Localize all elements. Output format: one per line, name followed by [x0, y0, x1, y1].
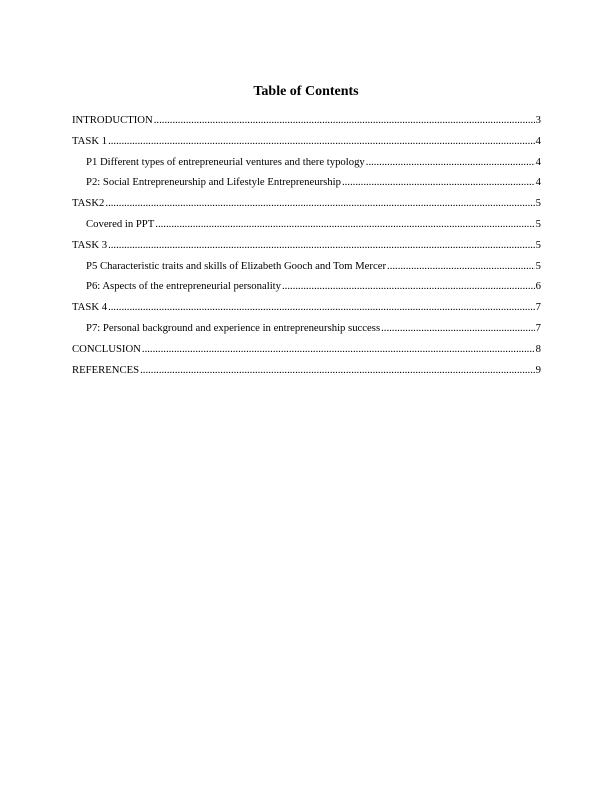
- toc-entry-label: P7: Personal background and experience in entrepreneurship success: [86, 321, 381, 334]
- toc-entry-p7[interactable]: [72, 321, 541, 342]
- toc-dot-leader: [381, 321, 535, 335]
- toc-entry-label: P5 Characteristic traits and skills of Elizabeth Gooch and Tom Mercer: [86, 259, 387, 272]
- toc-dot-leader: [282, 279, 535, 293]
- toc-entry-page: 3: [535, 114, 541, 126]
- toc-entry-page: 5: [535, 238, 541, 251]
- toc-entry-label: P1 Different types of entrepreneurial ventures and there typology: [86, 155, 365, 168]
- toc-entry-page: 5: [535, 197, 541, 210]
- toc-entry-page: 4: [535, 134, 541, 147]
- toc-entry-page: 5: [535, 259, 541, 272]
- toc-entry-page: 4: [535, 155, 541, 168]
- toc-list: [72, 113, 541, 383]
- toc-entry-label: REFERENCES: [72, 363, 140, 376]
- toc-dot-leader: [155, 217, 534, 231]
- toc-entry-task-4[interactable]: [72, 300, 541, 321]
- toc-entry-p5[interactable]: [72, 259, 541, 280]
- toc-entry-references[interactable]: [72, 363, 541, 384]
- toc-entry-label: TASK2: [72, 197, 105, 210]
- toc-entry-label: P6: Aspects of the entrepreneurial personality: [86, 280, 281, 293]
- toc-entry-page: 7: [535, 321, 541, 334]
- toc-entry-page: 4: [535, 176, 541, 189]
- toc-dot-leader: [142, 342, 535, 356]
- toc-entry-page: 9: [535, 363, 541, 376]
- toc-dot-leader: [366, 155, 535, 169]
- toc-entry-covered-in-ppt[interactable]: [72, 217, 541, 238]
- toc-entry-p6[interactable]: [72, 279, 541, 300]
- toc-entry-p1[interactable]: [72, 155, 541, 176]
- toc-entry-conclusion[interactable]: [72, 342, 541, 363]
- toc-entry-label: CONCLUSION: [72, 342, 141, 355]
- toc-entry-task-1[interactable]: [72, 134, 541, 155]
- toc-dot-leader: [387, 259, 535, 273]
- toc-entry-label: TASK 1: [72, 134, 108, 147]
- toc-entry-label: TASK 4: [72, 301, 108, 314]
- toc-entry-introduction[interactable]: [72, 113, 541, 134]
- toc-dot-leader: [108, 238, 535, 252]
- toc-entry-task-2[interactable]: [72, 196, 541, 217]
- toc-entry-label: INTRODUCTION: [72, 114, 153, 126]
- toc-entry-page: 5: [535, 217, 541, 230]
- toc-dot-leader: [108, 134, 535, 148]
- toc-dot-leader: [342, 175, 535, 189]
- toc-entry-task-3[interactable]: [72, 238, 541, 259]
- toc-title: Table of Contents: [253, 84, 359, 99]
- toc-dot-leader: [140, 363, 535, 377]
- toc-dot-leader: [105, 196, 534, 210]
- toc-entry-label: P2: Social Entrepreneurship and Lifestyle Entrepreneurship: [86, 176, 341, 189]
- toc-dot-leader: [108, 300, 535, 314]
- toc-entry-p2[interactable]: [72, 175, 541, 196]
- toc-entry-page: 6: [535, 280, 541, 293]
- toc-dot-leader: [154, 113, 535, 127]
- toc-entry-page: 7: [535, 301, 541, 314]
- toc-entry-page: 8: [535, 342, 541, 355]
- toc-entry-label: TASK 3: [72, 238, 108, 251]
- toc-entry-label: Covered in PPT: [86, 217, 155, 230]
